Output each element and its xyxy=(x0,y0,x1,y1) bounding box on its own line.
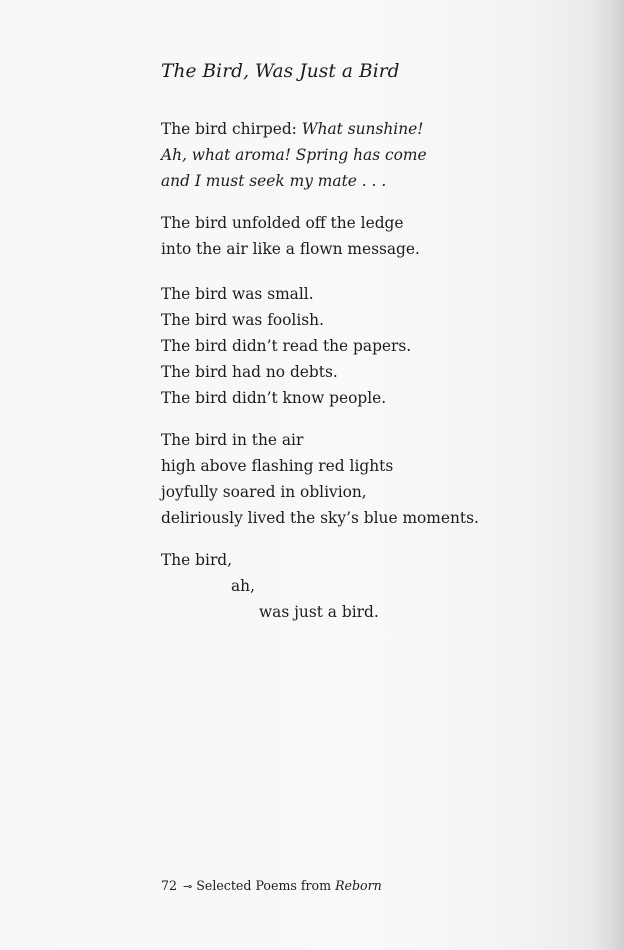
poem-line-indented: ah, xyxy=(231,577,255,595)
poem-line: deliriously lived the sky’s blue moments. xyxy=(161,509,479,527)
page-footer xyxy=(161,877,382,896)
poem-line: Ah, what aroma! Spring has come xyxy=(161,146,427,164)
stanza-5 xyxy=(161,547,379,625)
poem-line-indented: was just a bird. xyxy=(259,603,379,621)
stanza-2 xyxy=(161,210,420,262)
line-italic-text: What sunshine! xyxy=(301,120,424,138)
stanza-1 xyxy=(161,116,427,194)
poem-line: The bird, xyxy=(161,551,233,569)
ornament-icon: ⊸ xyxy=(183,880,193,893)
poem-line: The bird was foolish. xyxy=(161,311,324,329)
poem-line: into the air like a flown message. xyxy=(161,240,420,258)
poem-line: The bird was small. xyxy=(161,285,314,303)
poem-line: The bird had no debts. xyxy=(161,363,338,381)
poem-line: high above flashing red lights xyxy=(161,457,394,475)
line-plain-text: The bird chirped: xyxy=(161,120,302,138)
poem-line: joyfully soared in oblivion, xyxy=(161,483,367,501)
page-edge-shadow xyxy=(590,0,624,950)
poem-line: The bird in the air xyxy=(161,431,304,449)
poem-line: The bird didn’t know people. xyxy=(161,389,387,407)
poem-line: and I must seek my mate . . . xyxy=(161,172,387,190)
poem-line xyxy=(161,116,427,142)
stanza-3 xyxy=(161,281,411,411)
page-number: 72 xyxy=(161,878,178,893)
poem-line: The bird unfolded off the ledge xyxy=(161,214,404,232)
poem-title: The Bird, Was Just a Bird xyxy=(161,61,400,82)
stanza-4 xyxy=(161,427,479,531)
running-head-text: Selected Poems from xyxy=(196,878,336,893)
book-title: Reborn xyxy=(335,878,382,893)
poem-line: The bird didn’t read the papers. xyxy=(161,337,412,355)
